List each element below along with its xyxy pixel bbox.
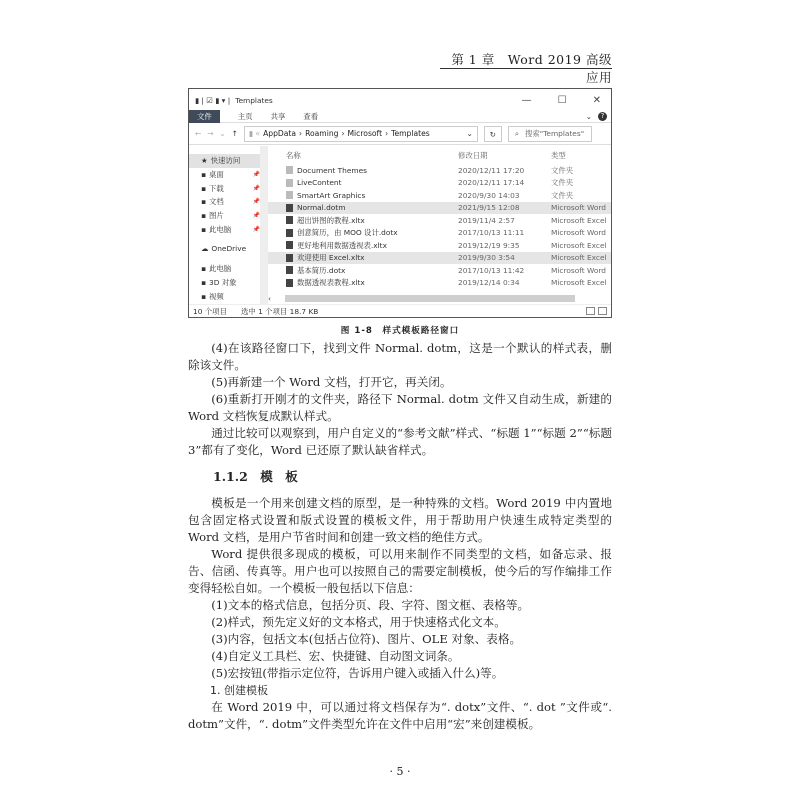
figure-caption: 图 1-8 样式模板路径窗口: [340, 326, 460, 336]
column-headers: [268, 146, 611, 164]
nav-item-label: 下载: [209, 183, 224, 193]
item-count: 10 个项目: [193, 306, 227, 316]
folder-icon: [286, 166, 293, 174]
tab-view[interactable]: 查看: [303, 112, 319, 121]
nav-item[interactable]: [189, 262, 268, 276]
refresh-button[interactable]: ↻: [484, 126, 502, 142]
file-row[interactable]: [268, 239, 611, 252]
nav-item-label: 图片: [209, 211, 224, 221]
file-name: 创意简历，由 MOO 设计.dotx: [297, 228, 398, 238]
paragraph: (6)重新打开刚才的文件夹，路径下 Normal. dotm 文件又自动生成，新建的 Word 文档恢复成默认样式。: [188, 392, 612, 423]
nav-item-label: OneDrive: [211, 244, 247, 254]
nav-item[interactable]: [189, 289, 268, 303]
file-date: 2021/9/15 12:08: [458, 203, 520, 213]
file-explorer-window: [188, 88, 612, 318]
file-row[interactable]: [268, 264, 611, 277]
paragraph: 模板是一个用来创建文档的原型，是一种特殊的文档。Word 2019 中内置地包含固定格式设置和版式设置的模板文件，用于帮助用户快速生成特定类型的 Word 文档，是用户节省时间和创建一致文档的绝佳方式。: [188, 496, 612, 544]
file-type: Microsoft Excel: [551, 240, 607, 250]
tab-home[interactable]: 主页: [237, 112, 253, 121]
paragraph: 通过比较可以观察到，用户自定义的“参考文献”样式、“标题 1”“标题 2”“标题 3”都有了变化，Word 已还原了默认缺省样式。: [188, 426, 612, 457]
file-name: 超出饼图的教程.xltx: [297, 215, 365, 225]
nav-item-label: 桌面: [209, 170, 224, 180]
file-name: Normal.dotm: [297, 203, 346, 213]
nav-scrollbar[interactable]: [260, 146, 268, 304]
subheading: 1. 创建模板: [210, 684, 268, 697]
nav-item-label: 视频: [209, 291, 224, 301]
expand-ribbon-icon[interactable]: ⌄: [585, 112, 592, 121]
help-icon[interactable]: ?: [598, 112, 607, 121]
list-item: (5)宏按钮(带指示定位符，告诉用户键入或插入什么)等。: [211, 666, 504, 680]
video-icon: ▪: [201, 291, 207, 301]
file-type: Microsoft Excel: [551, 278, 607, 288]
details-view-icon[interactable]: [586, 307, 595, 315]
search-placeholder: 搜索"Templates": [524, 129, 585, 138]
nav-item[interactable]: [189, 168, 268, 182]
file-type: 文件夹: [551, 165, 574, 175]
file-row[interactable]: [268, 214, 611, 227]
file-type: Microsoft Excel: [551, 253, 607, 263]
document-icon: [286, 254, 293, 262]
nav-item-label: 此电脑: [209, 264, 232, 274]
breadcrumb-roaming[interactable]: Roaming: [305, 129, 339, 138]
folder-icon: [286, 179, 293, 187]
file-date: 2019/11/4 2:57: [458, 215, 515, 225]
file-name: SmartArt Graphics: [297, 190, 366, 200]
nav-item[interactable]: [189, 209, 268, 223]
body-text: [188, 340, 612, 733]
close-button[interactable]: ✕: [592, 94, 601, 106]
folder-icon: ▮ «: [248, 129, 261, 138]
tab-file[interactable]: 文件: [189, 110, 220, 123]
file-date: 2020/12/11 17:14: [458, 178, 525, 188]
breadcrumb-appdata[interactable]: AppData: [263, 129, 297, 138]
nav-item[interactable]: [189, 222, 268, 236]
nav-item[interactable]: [189, 181, 268, 195]
nav-item-label: 3D 对象: [209, 277, 237, 287]
search-icon: ⌕: [514, 128, 519, 138]
file-name: 基本简历.dotx: [297, 265, 346, 275]
nav-item-label: 文档: [209, 197, 224, 207]
breadcrumb-microsoft[interactable]: Microsoft: [347, 129, 383, 138]
nav-item[interactable]: [189, 242, 268, 256]
desktop-icon: ▪: [201, 170, 207, 180]
forward-icon[interactable]: →: [207, 129, 214, 138]
document-icon: [286, 279, 293, 287]
chevron-down-icon[interactable]: ⌄: [466, 129, 473, 138]
file-date: 2019/9/30 3:54: [458, 253, 515, 263]
list-item: (2)样式，预先定义好的文本格式，用于快速格式化文本。: [211, 615, 506, 629]
folder-icon: [286, 191, 293, 199]
file-type: Microsoft Word: [551, 265, 606, 275]
file-row[interactable]: [268, 277, 611, 290]
navigation-pane: [189, 146, 268, 304]
nav-item-label: 快速访问: [210, 156, 241, 166]
file-date: 2020/9/30 14:03: [458, 190, 520, 200]
download-icon: ▪: [201, 183, 207, 193]
file-name: Document Themes: [297, 165, 367, 175]
star-icon: ★: [201, 156, 208, 166]
file-date: 2019/12/19 9:35: [458, 240, 520, 250]
section-heading: 1.1.2 模 板: [213, 469, 298, 484]
file-type: Microsoft Word: [551, 203, 606, 213]
paragraph: (4)在该路径窗口下，找到文件 Normal. dotm，这是一个默认的样式表，删除该文件。: [188, 341, 612, 372]
file-date: 2017/10/13 11:42: [458, 265, 525, 275]
file-type: Microsoft Word: [551, 228, 606, 238]
maximize-button[interactable]: ☐: [557, 94, 567, 106]
address-bar[interactable]: ▮ « AppData › Roaming › Microsoft › Templates ⌄: [244, 126, 478, 142]
computer-icon: ▪: [201, 224, 207, 234]
document-icon: [286, 229, 293, 237]
computer-icon: ▪: [201, 264, 207, 274]
horizontal-scrollbar[interactable]: ‹: [268, 293, 611, 304]
file-row[interactable]: [268, 164, 611, 177]
nav-item-label: 此电脑: [209, 224, 232, 234]
list-item: (4)自定义工具栏、宏、快捷键、自动图文词条。: [211, 649, 460, 663]
pin-icon[interactable]: 📌: [252, 184, 260, 192]
nav-item[interactable]: [189, 276, 268, 290]
file-date: 2019/12/14 0:34: [458, 278, 520, 288]
status-bar: [189, 304, 611, 317]
file-date: 2020/12/11 17:20: [458, 165, 525, 175]
column-date[interactable]: 修改日期: [458, 150, 488, 160]
document-icon: [286, 216, 293, 224]
title-bar: [189, 89, 611, 111]
document-icon: [286, 204, 293, 212]
file-row[interactable]: [268, 177, 611, 190]
file-row[interactable]: [268, 189, 611, 202]
column-name[interactable]: 名称: [286, 150, 301, 160]
ribbon-tabs: [189, 111, 611, 123]
pin-icon[interactable]: 📌: [252, 225, 260, 233]
file-name: 更好地利用数据透视表.xltx: [297, 240, 387, 250]
file-type: Microsoft Excel: [551, 215, 607, 225]
paragraph: 在 Word 2019 中，可以通过将文档保存为“. dotx”文件、“. dot ”文件或“. dotm”文件，“. dotm”文件类型允许在文件中启用“宏”来创建模板。: [188, 700, 612, 731]
file-name: 欢迎使用 Excel.xltx: [297, 253, 365, 263]
large-icons-view-icon[interactable]: [598, 307, 607, 315]
selection-info: 选中 1 个项目 18.7 KB: [240, 306, 319, 316]
pictures-icon: ▪: [201, 211, 207, 221]
3d-objects-icon: ▪: [201, 277, 207, 287]
address-row: [189, 123, 611, 145]
nav-item[interactable]: [189, 195, 268, 209]
column-type[interactable]: 类型: [551, 150, 566, 160]
file-row[interactable]: [268, 252, 611, 265]
document-icon: [286, 266, 293, 274]
list-item: (3)内容，包括文本(包括占位符)、图片、OLE 对象、表格。: [211, 632, 522, 646]
back-icon[interactable]: ←: [195, 129, 202, 138]
tab-share[interactable]: 共享: [270, 112, 286, 121]
pin-icon[interactable]: 📌: [252, 198, 260, 206]
file-name: LiveContent: [297, 178, 342, 188]
pin-icon[interactable]: 📌: [252, 212, 260, 220]
documents-icon: ▪: [201, 197, 207, 207]
cloud-icon: ☁: [201, 244, 209, 254]
file-type: 文件夹: [551, 178, 574, 188]
page-number: · 5 ·: [389, 765, 411, 778]
document-icon: [286, 241, 293, 249]
pin-icon[interactable]: 📌: [252, 171, 260, 179]
running-header: 第 1 章 Word 2019 高级应用: [451, 52, 612, 85]
breadcrumb-templates[interactable]: Templates: [391, 129, 430, 138]
file-row[interactable]: [268, 202, 611, 215]
recent-icon[interactable]: ⌄: [219, 129, 226, 138]
list-item: (1)文本的格式信息，包括分页、段、字符、图文框、表格等。: [211, 598, 530, 612]
header-rule: [440, 68, 612, 69]
file-date: 2017/10/13 11:11: [458, 228, 525, 238]
file-type: 文件夹: [551, 190, 574, 200]
paragraph: Word 提供很多现成的模板，可以用来制作不同类型的文档，如备忘录、报告、信函、传真等。用户也可以按照自己的需要定制模板，使今后的写作编排工作变得轻松自如。一个模板一般包括以下信息：: [188, 547, 612, 595]
minimize-button[interactable]: —: [521, 94, 532, 106]
file-row[interactable]: [268, 227, 611, 240]
nav-item[interactable]: [189, 154, 268, 168]
file-list: [268, 146, 611, 304]
paragraph: (5)再新建一个 Word 文档，打开它，再关闭。: [211, 375, 452, 389]
file-name: 数据透视表教程.xltx: [297, 278, 365, 288]
up-icon[interactable]: ↑: [231, 129, 238, 138]
window-title: Templates: [235, 95, 273, 105]
quick-access-icon[interactable]: ▮ | ☑ ▮ ▾ |: [195, 95, 231, 105]
search-input[interactable]: [508, 126, 592, 142]
